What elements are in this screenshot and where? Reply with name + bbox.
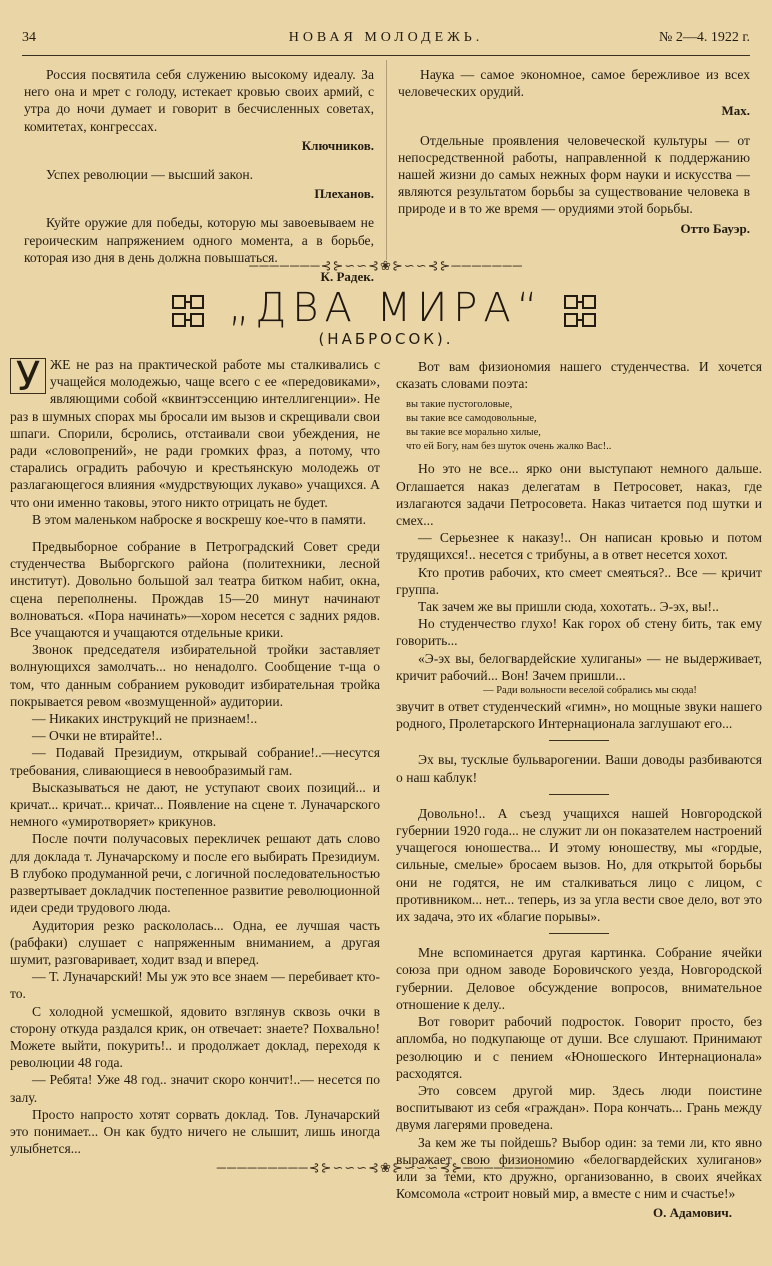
paragraph: С холодной усмешкой, ядовито взглянув сквозь очки в сторону откуда раздался крик, он отвечает: знаете? Похвально! Можете выйти, покурить!.. и продолжает доклад, переходя к революции 48 года. xyxy=(10,1003,380,1071)
quote-author: Мах. xyxy=(721,103,750,119)
paragraph: Эх вы, тусклые бульварогении. Ваши доводы разбиваются о наш каблук! xyxy=(396,752,762,785)
paragraph: «Э-эх вы, белогвардейские хулиганы» — не выдерживает, кричит рабочий... Вон! Зачем пришли... xyxy=(396,650,762,683)
paragraph: Вот говорит рабочий подросток. Говорит просто, без апломба, но подкупающе от души. Все слушают. Принимают резолюцию и с пением «Юношеского Интернационала» расходятся. xyxy=(396,1014,762,1081)
article-author: О. Адамович. xyxy=(652,1205,732,1221)
paragraph: В этом маленьком наброске я воскрешу кое-что в памяти. xyxy=(32,511,366,527)
paragraph: — Ребята! Уже 48 год.. значит скоро кончит!..— несется по залу. xyxy=(10,1072,380,1105)
quote-author: Плеханов. xyxy=(314,186,374,202)
ornament-divider: ─────────⊰⊱∽∽∽⊰❀⊱∽∽∽⊰⊱───────── xyxy=(216,1160,556,1175)
paragraph: — Никаких инструкций не признаем!.. xyxy=(32,711,258,727)
poem-line: вы такие пустоголовые, xyxy=(406,399,513,411)
paragraph: Звонок председателя избирательной тройки заставляет волнующихся замолчать... но ненадолго. Сообщение т-ща о том, что данным собранием руководит избирательная тройка покрывается ревом «возмущенной» аудитории. xyxy=(10,642,380,709)
header-rule xyxy=(22,55,750,56)
masthead: НОВАЯ МОЛОДЕЖЬ. xyxy=(288,30,484,45)
article-right-column xyxy=(396,358,762,1222)
article-subtitle: (НАБРОСОК). xyxy=(318,330,454,348)
paragraph: За кем же ты пойдешь? Выбор один: за теми ли, кто явно выражает свою физиономию «белогвардейских хулиганов» или за теми, кто дружно, организованно, в своих ячейках Комсомола «строит новый мир, а вместе с ним и счастье!» xyxy=(396,1134,762,1202)
poem-line: что ей Богу, нам без шуток очень жалко Вас!.. xyxy=(406,441,612,453)
running-header xyxy=(22,30,750,48)
paragraph: Кто против рабочих, кто смеет смеяться?.. Все — кричит группа. xyxy=(396,564,762,597)
paragraph: ЖЕ не раз на практической работе мы сталкивались с учащейся молодежью, чаще всего с ее «передовиками», являющими собой «квинтэссенцию интеллигенции». Не раз в шумных спорах мы бросали им вызов и скрещивали свои шпаги. Спорили, бсролись, отстаивали свои убеждения, не ради «словопрений», не ради громких фраз, а потому, что старались оградить рабочую и крестьянскую молодежь от разлагающегося влияния «мудрствующих лукаво» учащихся. А что они именно таковы, этого никто отрицать не будет. xyxy=(10,357,380,510)
paragraph: Так зачем же вы пришли сюда, хохотать.. Э-эх, вы!.. xyxy=(418,599,719,615)
paragraph: — Очки не втирайте!.. xyxy=(32,728,163,744)
paragraph: Аудитория резко раскололась... Одна, ее лучшая часть (рабфаки) слушает с напряженным вниманием, а другая шумит, разговаривает, ходит взад и вперед. xyxy=(10,917,380,967)
celtic-knot-icon xyxy=(562,293,598,329)
quote-author: Отто Бауэр. xyxy=(680,220,750,236)
ornament-divider: ───────⊰⊱∽∽⊰❀⊱∽∽⊰⊱─────── xyxy=(249,258,523,273)
paragraph: Довольно!.. А съезд учащихся нашей Новгородской губернии 1920 года... не служит ли он показателем настроений учащегося юношества... И этому юношеству, мы «гордые, сильные, смелые» бросаем вызов. Но, для открытой борьбы они не годятся, не им сталкиваться лицо с лицом, с противником... нет... теперь, из за угла вести свое дело, вот это их задача, это их «благие порывы». xyxy=(396,805,762,925)
issue-number: № 2—4. 1922 г. xyxy=(658,30,750,45)
poem-line: вы такие все морально хилые, xyxy=(406,427,541,439)
poem-quote xyxy=(406,398,762,454)
quote-text: Куйте оружие для победы, которую мы завоевываем не героическим напряжением одного момента, а в борьбе, которая изо дня в день должна повышаться. xyxy=(24,215,374,265)
drop-cap: У xyxy=(10,358,46,394)
quote-text: Отдельные проявления человеческой культуры — от непосредственной работы, направленной к поддержанию нашей жизни до самых нежных форм науки и искусства — являются результатом борьбы за существование человека в природе и в то же время — орудиями этой борьбы. xyxy=(398,132,750,217)
paragraph: Но студенчество глухо! Как горох об стену бить, так ему говорить... xyxy=(396,616,762,649)
section-separator xyxy=(549,933,609,934)
paragraph: Это совсем другой мир. Здесь люди поистине воспитывают из себя «граждан». Пора кончать... Грань между двумя лагерями проведена. xyxy=(396,1082,762,1133)
column-divider xyxy=(386,60,387,260)
paragraph: После почти получасовых перекличек решают дать слово для доклада т. Луначарскому и после его выбирать Президиум. В глубоко продуманной речи, с логичной последовательностью развертывает докладчик постепенное развитие революционной идеи среди трудового люда. xyxy=(10,831,380,916)
paragraph: Вот вам физиономия нашего студенчества. И хочется сказать словами поэта: xyxy=(396,359,762,392)
paragraph: Предвыборное собрание в Петроградский Совет среди студенчества Выборгского района (политехники, лесной институт). Довольно большой зал театра битком набит, окна, сцена переполнены. Прождав 15—20 минут начинают волноваться. «Пора начинать»—хором несется с задних рядов. Все учащаются и учащаются отдельные крики. xyxy=(10,539,380,641)
poem-line: вы такие все самодовольные, xyxy=(406,413,537,425)
section-separator xyxy=(549,794,609,795)
section-separator xyxy=(549,740,609,741)
quotes-right-column xyxy=(398,66,750,237)
paragraph: — Т. Луначарский! Мы уж это все знаем — перебивает кто-то. xyxy=(10,969,380,1002)
paragraph: Высказываться не дают, не уступают своих позиций... и кричат... кричат... кричат... Появление на сцене т. Луначарского немного «умиротворяет» крикунов. xyxy=(10,779,380,830)
article-left-column xyxy=(10,356,380,1157)
page-number: 34 xyxy=(22,30,36,45)
quote-text: Наука — самое экономное, самое бережливое из всех человеческих орудий. xyxy=(398,67,750,100)
quote-author: Ключников. xyxy=(301,137,374,153)
paragraph: Просто напросто хотят сорвать доклад. Тов. Луначарский это понимает... Он как будто ничего не слышит, лишь иногда улыбнется... xyxy=(10,1106,380,1157)
article-title: „ДВА МИРА“ xyxy=(228,285,544,331)
paragraph: звучит в ответ студенческий «гимн», но мощные звуки нашего родного, Пролетарского Интернационала заглушают его... xyxy=(396,699,762,732)
paragraph: Но это не все... ярко они выступают немного дальше. Оглашается наказ делегатам в Петросовет, наказ, где излагаются задачи Петросовета. Наказ читается под шутки и смех... xyxy=(396,461,762,529)
paragraph: — Серьезнее к наказу!.. Он написан кровью и потом трудящихся!.. несется с трибуны, а в ответ несется хохот. xyxy=(396,530,762,563)
paragraph: Мне вспоминается другая картинка. Собрание ячейки союза при одном заводе Боровичского уезда, Новгородской губернии. Деловое обсуждение вопросов, внимательное отношение к делу.. xyxy=(396,945,762,1012)
quote-text: Успех революции — высший закон. xyxy=(46,167,254,183)
quote-author: К. Радек. xyxy=(320,269,374,285)
quote-text: Россия посвятила себя служению высокому идеалу. За него она и мрет с голоду, истекает кровью своих армий, с утра до ночи думает и говорит в бесчисленных советах, комитетах, конгрессах. xyxy=(24,67,374,134)
song-line: — Ради вольности веселой собрались мы сюда! xyxy=(483,685,697,697)
paragraph: — Подавай Президиум, открывай собрание!..—несутся требования, сливающиеся в невообразимый гам. xyxy=(10,745,380,778)
quotes-left-column xyxy=(24,66,374,285)
